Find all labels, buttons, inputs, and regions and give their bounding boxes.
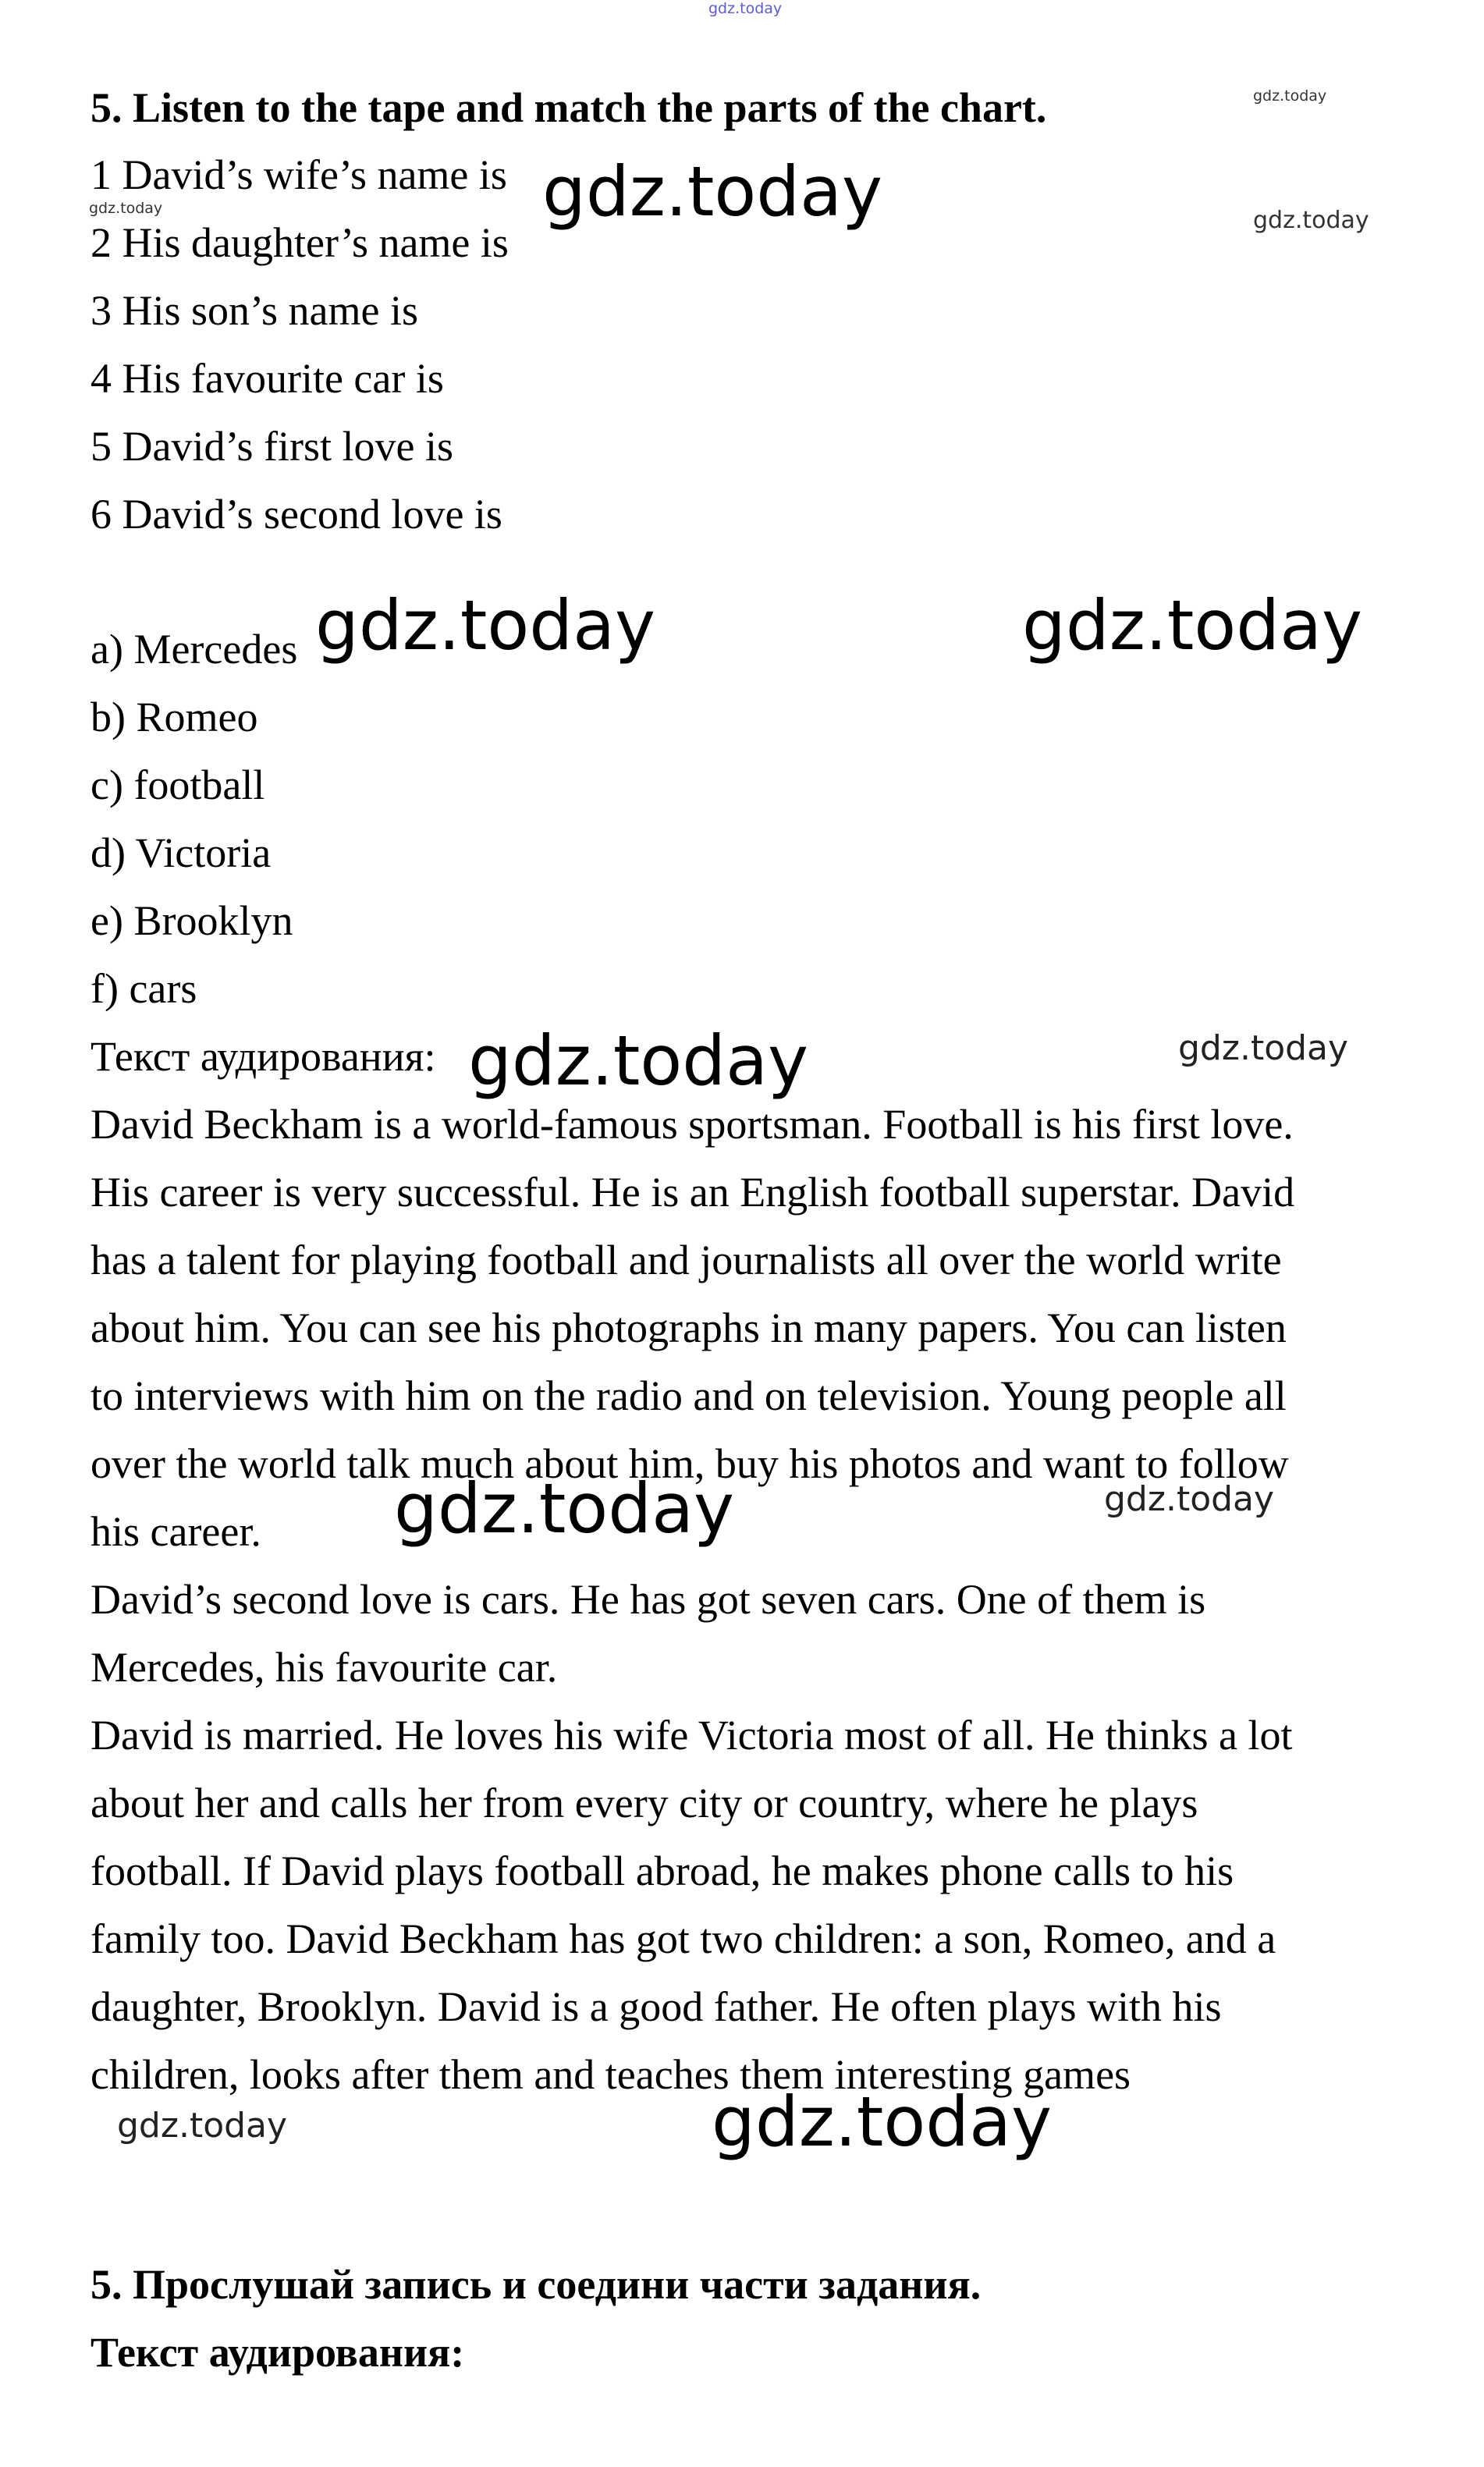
task-title: 5. Listen to the tape and match the parts of the chart. (91, 84, 1047, 131)
watermark: gdz.today (1022, 585, 1363, 666)
transcript-line: about him. You can see his photographs in many papers. You can listen (91, 1304, 1287, 1351)
transcript-line: has a talent for playing football and journalists all over the world write (91, 1237, 1282, 1283)
header-watermark: gdz.today (708, 0, 783, 17)
transcript-line: daughter, Brooklyn. David is a good father. He often plays with his (91, 1983, 1222, 2030)
watermark: gdz.today (542, 151, 883, 232)
option-item: c) football (91, 761, 265, 808)
statement-item: 3 His son’s name is (91, 287, 419, 334)
statement-item: 6 David’s second love is (91, 491, 502, 538)
transcript-line: David’s second love is cars. He has got seven cars. One of them is (91, 1576, 1206, 1623)
transcript-line: David is married. He loves his wife Victoria most of all. He thinks a lot (91, 1712, 1293, 1759)
watermark: gdz.today (89, 200, 163, 217)
watermark: gdz.today (394, 1468, 735, 1549)
watermark: gdz.today (1178, 1028, 1349, 1068)
watermark: gdz.today (1253, 87, 1327, 105)
watermark: gdz.today (1253, 207, 1369, 234)
transcript-line: football. If David plays football abroad, he makes phone calls to his (91, 1848, 1234, 1894)
russian-task-title: 5. Прослушай запись и соедини части задания. (91, 2261, 982, 2308)
transcript-heading: Текст аудирования: (91, 1033, 436, 1080)
transcript-line: Mercedes, his favourite car. (91, 1644, 558, 1691)
watermark: gdz.today (712, 2082, 1053, 2162)
transcript-line: David Beckham is a world-famous sportsman. Football is his first love. (91, 1101, 1294, 1148)
transcript-line: family too. David Beckham has got two children: a son, Romeo, and a (91, 1915, 1276, 1962)
option-item: e) Brooklyn (91, 897, 293, 944)
option-item: b) Romeo (91, 694, 258, 740)
option-item: d) Victoria (91, 829, 272, 876)
statement-item: 2 His daughter’s name is (91, 219, 509, 266)
statement-item: 4 His favourite car is (91, 355, 444, 402)
statement-item: 1 David’s wife’s name is (91, 151, 507, 198)
option-item: a) Mercedes (91, 626, 298, 673)
transcript-line: to interviews with him on the radio and on television. Young people all (91, 1372, 1287, 1419)
transcript-line: over the world talk much about him, buy his photos and want to follow (91, 1440, 1289, 1487)
watermark: gdz.today (315, 585, 656, 666)
transcript-line: his career. (91, 1508, 261, 1555)
transcript-line: about her and calls her from every city or country, where he plays (91, 1780, 1198, 1826)
option-item: f) cars (91, 965, 197, 1012)
watermark: gdz.today (1104, 1479, 1275, 1519)
statement-item: 5 David’s first love is (91, 423, 453, 470)
russian-transcript-heading: Текст аудирования: (91, 2329, 465, 2376)
watermark: gdz.today (117, 2106, 288, 2146)
transcript-line: His career is very successful. He is an English football superstar. David (91, 1169, 1295, 1216)
transcript-line: children, looks after them and teaches them interesting games (91, 2051, 1131, 2098)
watermark: gdz.today (468, 1021, 809, 1101)
